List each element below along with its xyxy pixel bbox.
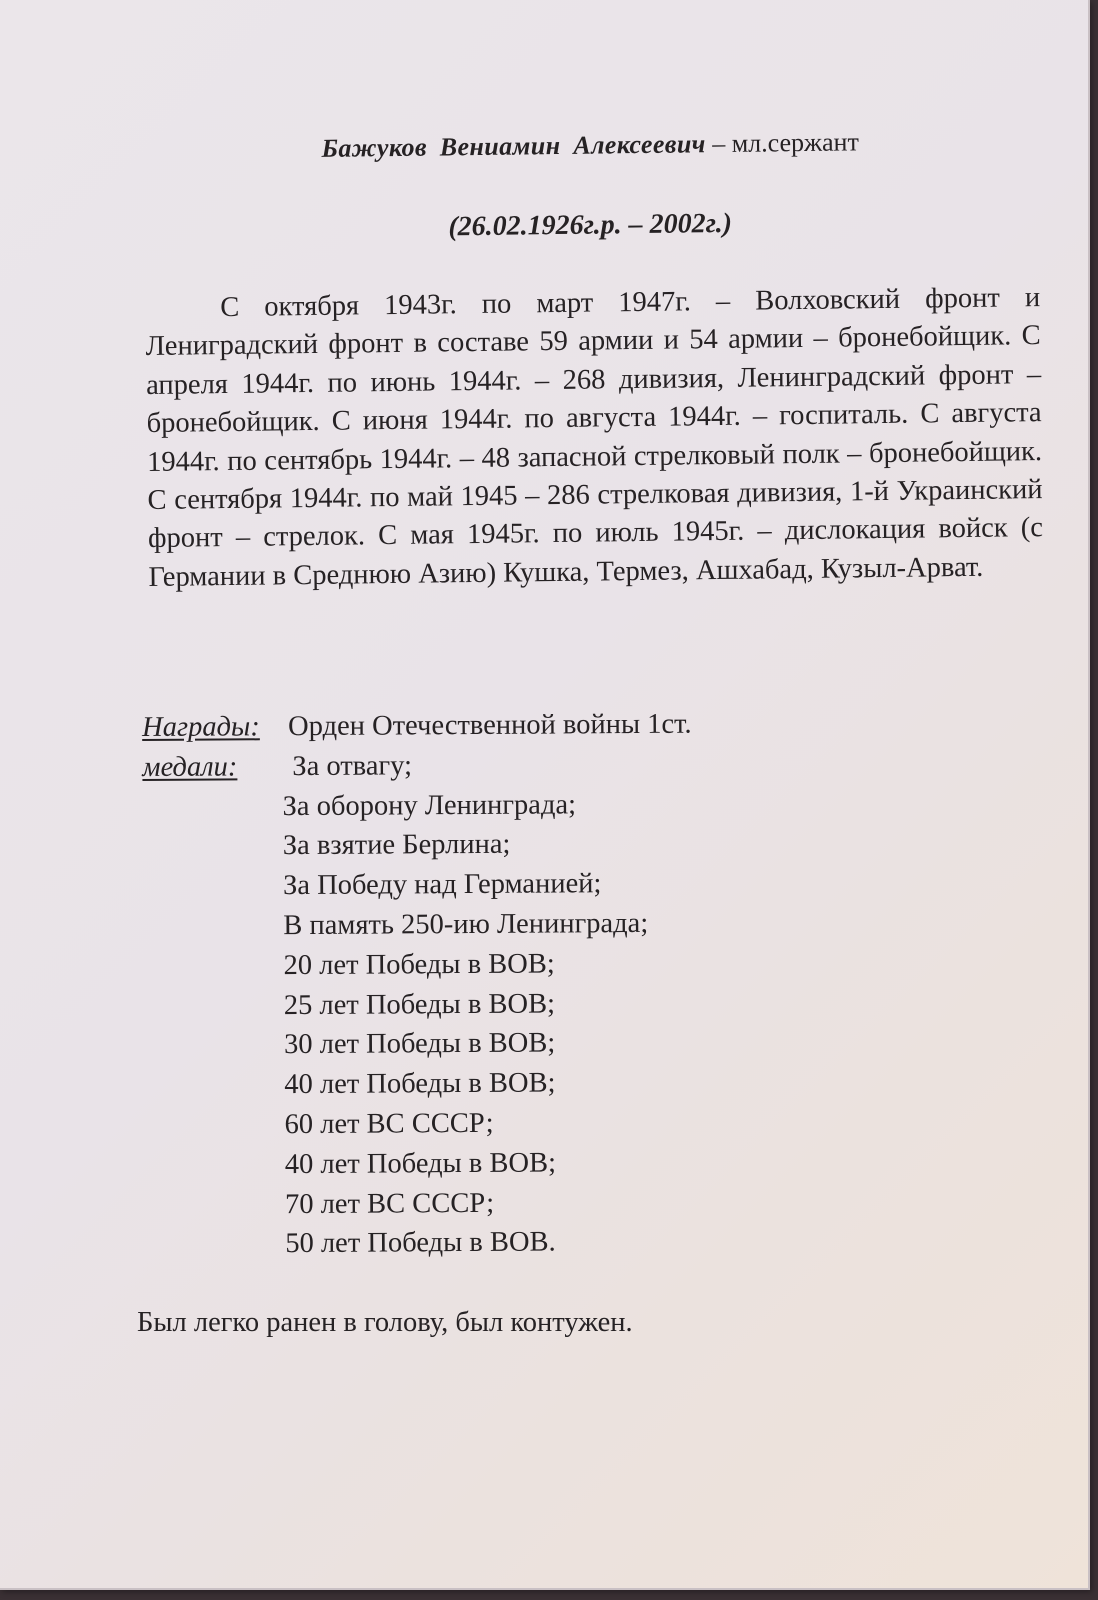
awards-row (142, 703, 1042, 748)
person-name: Бажуков Вениамин Алексеевич (321, 129, 706, 163)
medal-item: 40 лет Победы в ВОВ; (284, 1147, 557, 1180)
awards-section (142, 703, 1045, 1266)
medal-item: 60 лет ВС СССР; (284, 1107, 494, 1141)
medals-label: медали: (142, 751, 238, 783)
medal-item: За отвагу; (292, 750, 413, 782)
medal-item: За Победу над Германией; (282, 868, 602, 902)
medal-item: В память 250-ию Ленинграда; (283, 907, 649, 942)
order-award: Орден Отечественной войны 1ст. (288, 708, 692, 743)
medal-item: За оборону Ленинграда; (282, 788, 577, 822)
life-dates: (26.02.1926г.р. – 2002г.) (448, 207, 733, 243)
medal-item: 70 лет ВС СССР; (284, 1187, 495, 1220)
awards-label: Награды: (142, 711, 260, 743)
person-rank: – мл.сержант (705, 127, 860, 159)
injury-note: Был легко ранен в голову, был контужен. (137, 1307, 633, 1338)
medal-item: 40 лет Победы в ВОВ; (284, 1067, 556, 1101)
person-heading (150, 123, 1030, 168)
medal-item: 25 лет Победы в ВОВ; (283, 988, 556, 1021)
biography-paragraph: С октября 1943г. по март 1947г. – Волховский фронт и Лениградский фронт в составе 59 армии и 54 армии – бронебойщик. С апреля 1944г. по июнь 1944г. – 268 дивизия, Ленинградский фронт – бронебойщик. С июня 1944г. по августа 1944г. – госпиталь. С августа 1944г. по сентябрь 1944г. – 48 запасной стрелковый полк – бронебойщик. С сентября 1944г. по май 1945 – 286 стрелковая дивизия, 1-й Украинский фронт – стрелок. С мая 1945г. по июль 1945г. – дислокация войск (с Германии в Среднюю Азию) Кушка, Термез, Ашхабад, Кузыл-Арват. (145, 282, 1044, 593)
medal-item: 20 лет Победы в ВОВ; (283, 948, 555, 981)
medal-item: За взятие Берлина; (282, 829, 511, 862)
medal-item: 50 лет Победы в ВОВ. (285, 1226, 556, 1260)
medals-row (142, 742, 1042, 787)
medal-item: 30 лет Победы в ВОВ; (283, 1027, 556, 1061)
